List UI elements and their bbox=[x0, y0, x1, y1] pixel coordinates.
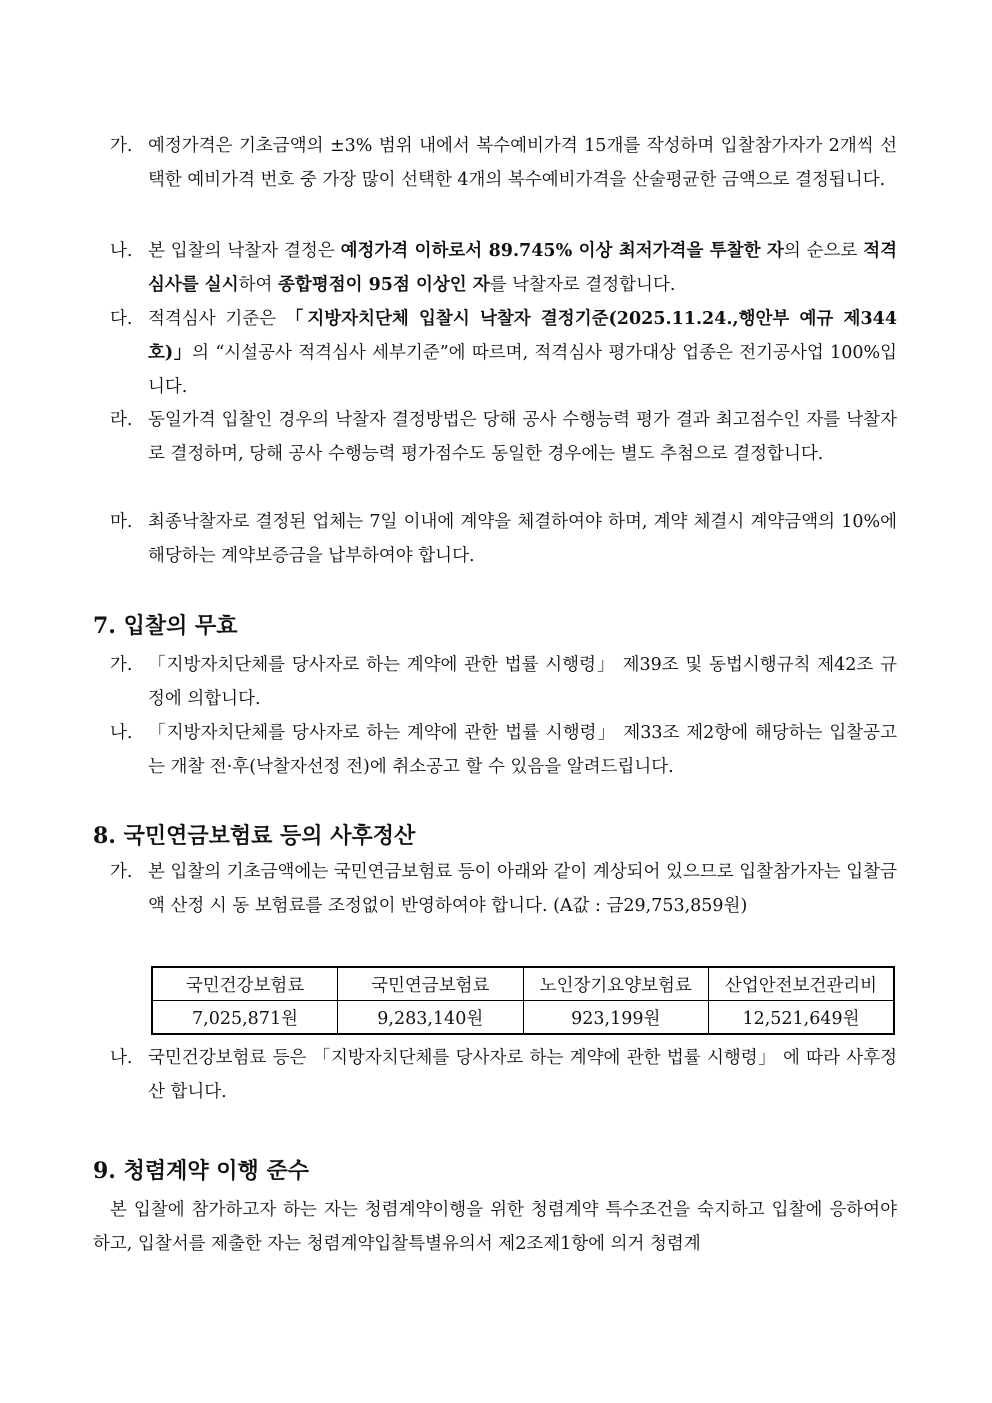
item-text bbox=[148, 716, 897, 784]
text-segment: 의 “시설공사 적격심사 세부기준”에 따르며, 적격심사 평가대상 업종은 전기공사업 100%입니다. bbox=[148, 343, 897, 397]
text-segment: 본 입찰의 기초금액에는 국민연금보험료 등이 아래와 같이 계상되어 있으므로 입찰참가자는 입찰금액 산정 시 동 보험료를 조정없이 반영하여야 합니다. (A값 : 금29,753,859원) bbox=[148, 862, 897, 916]
emphasis-text: 「지방자치단체 입찰시 낙찰자 결정기준(2025.11.24.,행안부 예규 제344호)」 bbox=[148, 309, 897, 363]
list-item bbox=[110, 648, 897, 716]
item-text bbox=[148, 855, 897, 923]
text-segment: 예정가격은 기초금액의 ±3% 범위 내에서 복수예비가격 15개를 작성하며 입찰참가자가 2개씩 선택한 예비가격 번호 중 가장 많이 선택한 4개의 복수예비가격을 산술평균한 금액으로 결정됩니다. bbox=[148, 136, 897, 190]
table-header-cell: 산업안전보건관리비 bbox=[709, 967, 895, 1001]
item-text bbox=[148, 648, 897, 716]
text-segment: 국민건강보험료 등은 「지방자치단체를 당사자로 하는 계약에 관한 법률 시행령」 에 따라 사후정산 합니다. bbox=[148, 1048, 897, 1102]
section-heading: 8. 국민연금보험료 등의 사후정산 bbox=[93, 823, 416, 849]
list-item bbox=[110, 403, 897, 471]
list-item bbox=[110, 505, 897, 573]
list-item bbox=[110, 129, 897, 197]
item-marker: 가. bbox=[110, 655, 133, 675]
text-segment: 「지방자치단체를 당사자로 하는 계약에 관한 법률 시행령」 제39조 및 동법시행규칙 제42조 규정에 의합니다. bbox=[148, 655, 897, 709]
item-marker: 라. bbox=[110, 410, 133, 430]
item-marker: 나. bbox=[110, 241, 133, 261]
item-marker: 다. bbox=[110, 309, 133, 329]
emphasis-text: 적격심사를 실시 bbox=[148, 241, 897, 295]
list-item bbox=[110, 302, 897, 404]
item-text bbox=[148, 403, 897, 471]
table-row bbox=[152, 1001, 894, 1035]
table-cell: 7,025,871원 bbox=[152, 1001, 338, 1035]
table-header-cell: 국민건강보험료 bbox=[152, 967, 338, 1001]
text-segment: 의 순으로 bbox=[783, 241, 864, 261]
text-segment: 하여 bbox=[238, 275, 278, 295]
text-segment: 적격심사 기준은 bbox=[148, 309, 286, 329]
section-heading: 9. 청렴계약 이행 준수 bbox=[93, 1158, 309, 1184]
text-segment: 동일가격 입찰인 경우의 낙찰자 결정방법은 당해 공사 수행능력 평가 결과 최고점수인 자를 낙찰자로 결정하며, 당해 공사 수행능력 평가점수도 동일한 경우에는 별도 추첨으로 결정합니다. bbox=[148, 410, 897, 464]
list-item bbox=[110, 855, 897, 923]
table-cell: 923,199원 bbox=[523, 1001, 709, 1035]
item-text bbox=[148, 505, 897, 573]
table-header-cell: 국민연금보험료 bbox=[338, 967, 524, 1001]
table-cell: 9,283,140원 bbox=[338, 1001, 524, 1035]
table-header-cell: 노인장기요양보험료 bbox=[523, 967, 709, 1001]
list-item bbox=[110, 234, 897, 302]
item-marker: 나. bbox=[110, 1048, 133, 1068]
table-cell: 12,521,649원 bbox=[709, 1001, 895, 1035]
item-marker: 가. bbox=[110, 862, 133, 882]
item-text bbox=[148, 1041, 897, 1109]
section-paragraph: 본 입찰에 참가하고자 하는 자는 청렴계약이행을 위한 청렴계약 특수조건을 숙지하고 입찰에 응하여야 하고, 입찰서를 제출한 자는 청렴계약입찰특별유의서 제2조제1항에 의거 청렴계 bbox=[93, 1200, 897, 1254]
text-segment: 최종낙찰자로 결정된 업체는 7일 이내에 계약을 체결하여야 하며, 계약 체결시 계약금액의 10%에 해당하는 계약보증금을 납부하여야 합니다. bbox=[148, 512, 897, 566]
item-text bbox=[148, 302, 897, 404]
text-segment: 「지방자치단체를 당사자로 하는 계약에 관한 법률 시행령」 제33조 제2항에 해당하는 입찰공고는 개찰 전·후(낙찰자선정 전)에 취소공고 할 수 있음을 알려드립니다. bbox=[148, 723, 897, 777]
list-item bbox=[110, 1041, 897, 1109]
item-marker: 나. bbox=[110, 723, 133, 743]
section-heading: 7. 입찰의 무효 bbox=[93, 613, 238, 639]
item-text bbox=[148, 129, 897, 197]
insurance-table bbox=[151, 966, 895, 1035]
emphasis-text: 예정가격 이하로서 89.745% 이상 최저가격을 투찰한 자 bbox=[340, 241, 784, 261]
text-segment: 본 입찰의 낙찰자 결정은 bbox=[148, 241, 341, 261]
item-text bbox=[148, 234, 897, 302]
list-item bbox=[110, 716, 897, 784]
emphasis-text: 종합평점이 95점 이상인 자 bbox=[278, 275, 490, 295]
table-header-row bbox=[152, 967, 894, 1001]
item-marker: 가. bbox=[110, 136, 133, 156]
item-marker: 마. bbox=[110, 512, 133, 532]
text-segment: 를 낙찰자로 결정합니다. bbox=[489, 275, 676, 295]
